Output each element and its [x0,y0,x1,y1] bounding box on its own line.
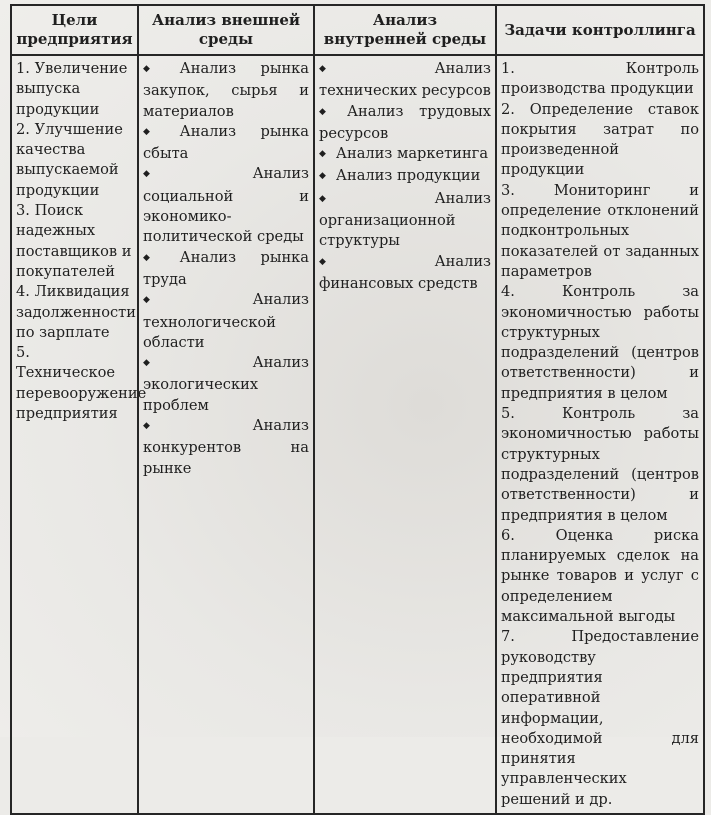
header-row [11,5,704,55]
controlling-tasks-cell [496,55,704,814]
goal-item: 3. Поиск надежных поставщиков и покупателей [16,202,132,280]
controlling-task-item: 7. Предоставление руководству предприятия оперативной информации, необходимой для принятия управленческих решений и др. [501,628,699,808]
controlling-task-item: 4. Контроль за экономичностью работы структурных подразделений (центров ответственности) и предприятия в целом [501,283,699,402]
body-row [11,55,704,814]
external-analysis-item: ◆ Анализ конкурентов на рынке [143,416,309,479]
goal-item: 2. Улучшение качества выпускаемой продукции [16,120,123,199]
controlling-task-item: 6. Оценка риска планируемых сделок на рынке товаров и услуг с определением максимальной выгоды [501,526,699,626]
controlling-task-item: 3. Мониторинг и определение отклонений подконтрольных показателей от заданных параметров [501,181,699,280]
header-goals: Цели предприятия [11,5,138,55]
goals-cell [11,55,147,814]
external-analysis-item: ◆ Анализ рынка закупок, сырья и материалов [143,59,309,122]
controlling-task-item: 1. Контроль производства продукции [501,60,699,98]
internal-analysis-item: ◆ Анализ трудовых ресурсов [319,102,491,145]
internal-analysis-item: ◆ Анализ организационной структуры [319,189,491,252]
internal-analysis-item: ◆ Анализ технических ресурсов [319,59,491,102]
external-analysis-cell [138,55,314,814]
external-analysis-item: ◆ Анализ экологических проблем [143,353,309,416]
external-analysis-item: ◆ Анализ технологической области [143,290,309,353]
internal-analysis-cell [314,55,496,814]
header-controlling-tasks: Задачи контроллинга [496,5,704,55]
external-analysis-item: ◆ Анализ социальной и экономико-политической среды [143,164,309,247]
header-internal-analysis: Анализ внутренней среды [314,5,496,55]
internal-analysis-item: ◆ Анализ финансовых средств [319,252,491,295]
internal-analysis-item: ◆ Анализ продукции [319,166,491,188]
controlling-task-item: 2. Определение ставок покрытия затрат по произведенной продукции [501,100,699,179]
header-external-analysis: Анализ внешней среды [138,5,314,55]
external-analysis-item: ◆ Анализ рынка труда [143,248,309,291]
goal-item: 1. Увеличение выпуска продукции [16,60,128,118]
internal-analysis-item: ◆ Анализ маркетинга [319,144,491,166]
controlling-table [10,4,705,815]
goal-item: 4. Ликвидация задолженности по зарплате [16,283,136,341]
controlling-task-item: 5. Контроль за экономичностью работы структурных подразделений (центров ответственности) и предприятия в целом [501,405,699,524]
goal-item: 5. Техническое перевооружение предприятия [16,344,147,423]
external-analysis-item: ◆ Анализ рынка сбыта [143,122,309,165]
